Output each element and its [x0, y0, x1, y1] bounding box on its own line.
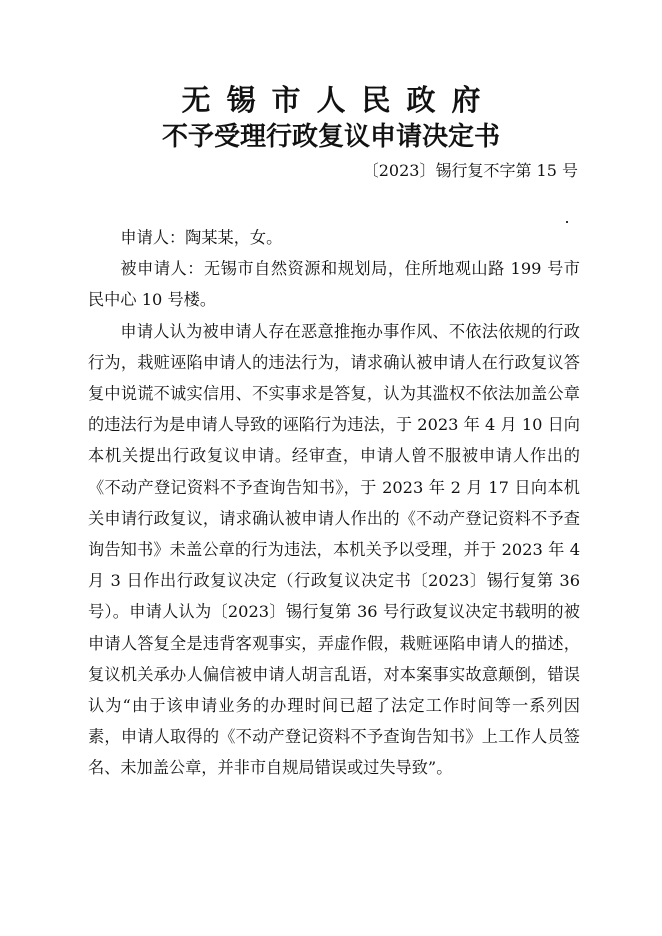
- paragraph-respondent: 被申请人：无锡市自然资源和规划局，住所地观山路 199 号市民中心 10 号楼。: [88, 259, 580, 310]
- document-number: 〔2023〕锡行复不字第 15 号: [362, 161, 578, 180]
- paragraph-facts: 申请人认为被申请人存在恶意推拖办事作风、不依法依规的行政行为，栽赃诬陷申请人的违法行为，请求确认被申请人在行政复议答复中说谎不诚实信用、不实事求是答复，认为其滥权不依法加盖公章的违法行为是申请人导致的诬陷行为违法，于 2023 年 4 月 10 日向本机关提出行政复议申请。经审查，申请人曾不服被申请人作出的《不动产登记资料不予查询告知书》，于 2023 年 2 月 17 日向本机关申请行政复议，请求确认被申请人作出的《不动产登记资料不予查询告知书》未盖公章的行为违法，本机关予以受理，并于 2023 年 4 月 3 日作出行政复议决定（行政复议决定书〔2023〕锡行复第 36 号）。申请人认为〔2023〕锡行复第 36 号行政复议决定书载明的被申请人答复全是违背客观事实，弄虚作假，栽赃诬陷申请人的描述，复议机关承办人偏信被申请人胡言乱语，对本案事实故意颠倒，错误认为“由于该申请业务的办理时间已超了法定工作时间等一系列因素，申请人取得的《不动产登记资料不予查询告知书》上工作人员签名、未加盖公章，并非市自规局错误或过失导致”。: [88, 321, 580, 778]
- issuer-title: 无锡市人民政府: [181, 83, 497, 117]
- document-title: 不予受理行政复议申请决定书: [161, 122, 500, 152]
- paragraph-applicant: 申请人：陶某某，女。: [120, 228, 283, 247]
- document-body: [88, 222, 580, 784]
